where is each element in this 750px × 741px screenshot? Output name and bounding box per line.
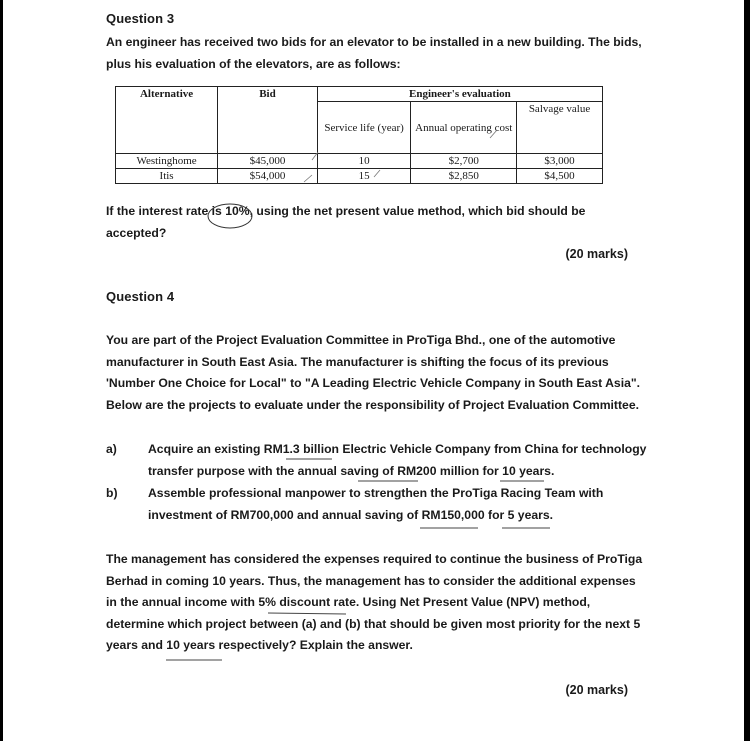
- cell-service-life: 15: [317, 169, 411, 184]
- q4-closing-line: Berhad in coming 10 years. Thus, the management has to consider the additional expenses: [106, 573, 636, 588]
- cell-operating-cost: $2,850: [411, 169, 517, 184]
- cell-operating-cost: $2,700: [411, 154, 517, 169]
- header-engineers-evaluation: Engineer's evaluation: [317, 87, 602, 102]
- q4-marks: (20 marks): [565, 683, 628, 697]
- q3-question: [106, 201, 628, 244]
- q4-intro-line: You are part of the Project Evaluation Committee in ProTiga Bhd., one of the automotive: [106, 333, 616, 347]
- item-line: Acquire an existing RM1.3 billion Electric Vehicle Company from China for technology: [148, 442, 647, 456]
- header-alternative: Alternative: [116, 87, 218, 154]
- cell-salvage-value: $4,500: [517, 169, 603, 184]
- q3-question-line: accepted?: [106, 225, 167, 240]
- bids-table: [115, 86, 603, 184]
- q3-intro-line: An engineer has received two bids for an elevator to be installed in a new building. The bids,: [106, 35, 642, 49]
- q3-marks: (20 marks): [565, 247, 628, 261]
- item-line: transfer purpose with the annual saving of RM200 million for 10 years.: [148, 463, 555, 478]
- item-label: b): [106, 486, 118, 500]
- cell-alternative: Westinghome: [116, 154, 218, 169]
- q4-intro-line: manufacturer in South East Asia. The manufacturer is shifting the focus of its previous: [106, 354, 609, 369]
- q3-intro: [106, 32, 642, 75]
- cell-bid: $54,000: [218, 169, 318, 184]
- item-line: investment of RM700,000 and annual saving of RM150,000 for 5 years.: [148, 507, 554, 522]
- cell-alternative: Itis: [116, 169, 218, 184]
- table-row: [116, 169, 603, 184]
- q4-intro-line: 'Number One Choice for Local" to "A Leading Electric Vehicle Company in South East Asia".: [106, 376, 641, 390]
- q4-intro-line: Below are the projects to evaluate under the responsibility of Project Evaluation Committee.: [106, 397, 639, 412]
- cell-salvage-value: $3,000: [517, 154, 603, 169]
- cell-bid: $45,000: [218, 154, 318, 169]
- q4-closing-line: years and 10 years respectively? Explain the answer.: [106, 638, 413, 652]
- q4-heading: Question 4: [106, 289, 175, 304]
- q3-question-line: If the interest rate is 10%, using the net present value method, which bid should be: [106, 204, 586, 218]
- item-line: Assemble professional manpower to strengthen the ProTiga Racing Team with: [148, 486, 604, 500]
- q4-closing: [106, 549, 643, 657]
- header-service-life: Service life (year): [317, 102, 411, 154]
- table-row: [116, 154, 603, 169]
- cell-service-life: 10: [317, 154, 411, 169]
- q3-intro-line: plus his evaluation of the elevators, are as follows:: [106, 56, 401, 71]
- item-label: a): [106, 442, 117, 456]
- header-salvage-value: Salvage value: [517, 102, 603, 154]
- q4-closing-line: The management has considered the expenses required to continue the business of ProTiga: [106, 552, 643, 566]
- q4-closing-line: determine which project between (a) and (b) that should be given most priority for the next 5: [106, 616, 641, 631]
- q4-intro: [106, 330, 641, 416]
- q4-closing-line: in the annual income with 5% discount rate. Using Net Present Value (NPV) method,: [106, 595, 591, 609]
- header-operating-cost: Annual operating cost: [411, 102, 517, 154]
- q3-heading: Question 3: [106, 11, 175, 26]
- header-bid: Bid: [218, 87, 318, 154]
